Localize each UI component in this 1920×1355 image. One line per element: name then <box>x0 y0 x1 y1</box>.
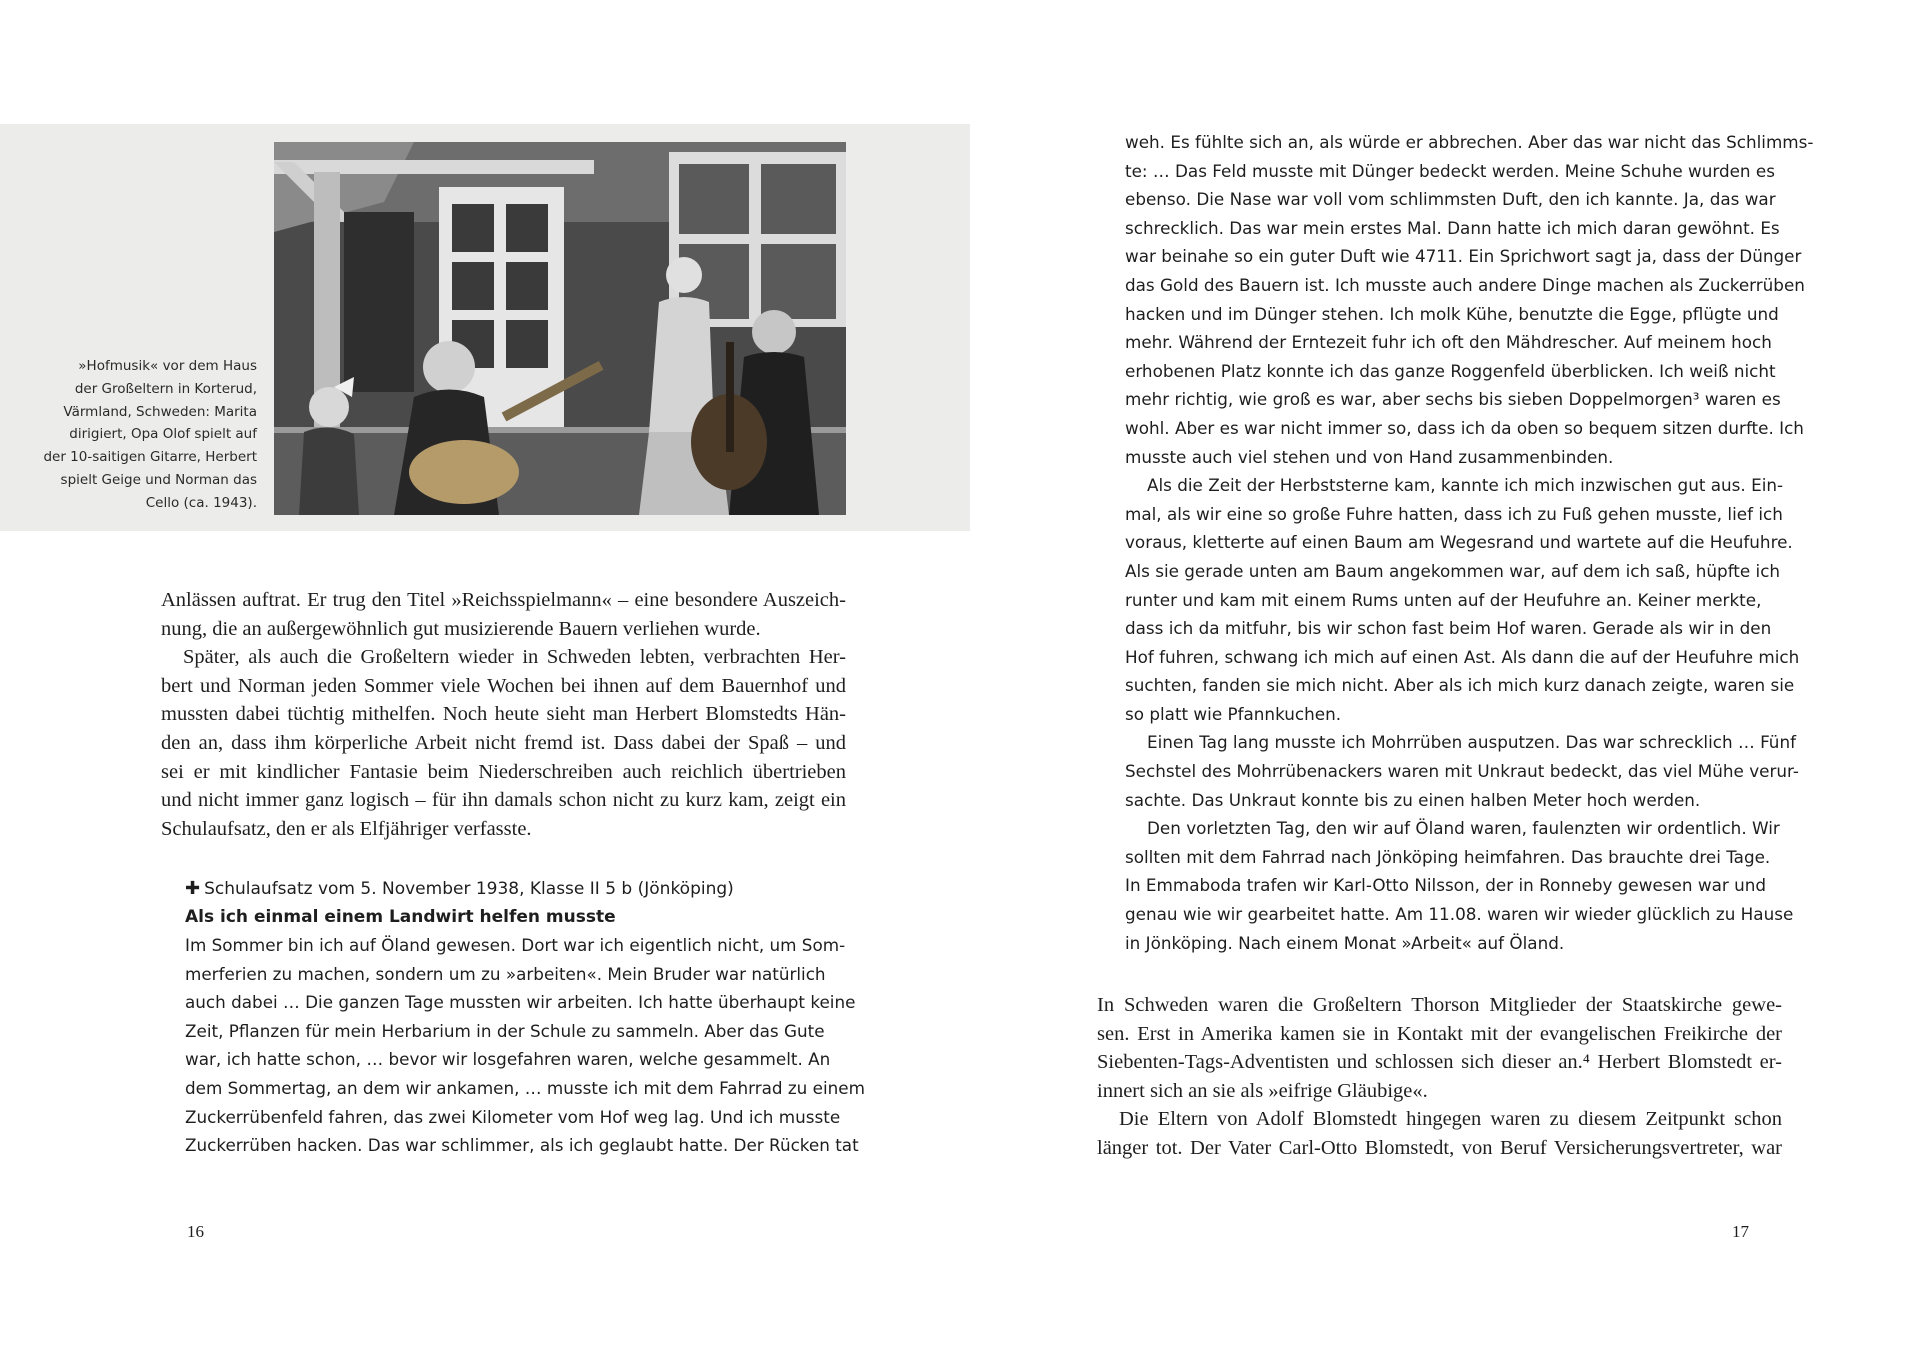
text-line: Im Sommer bin ich auf Öland gewesen. Dort war ich eigentlich nicht, um Som- <box>185 935 846 955</box>
essay-meta <box>185 875 817 903</box>
text-line: so platt wie Pfannkuchen. <box>1125 703 1342 724</box>
text-line: Einen Tag lang musste ich Mohrrüben ausputzen. Das war schrecklich … Fünf <box>1147 732 1796 753</box>
text-line: weh. Es fühlte sich an, als würde er abbrechen. Aber das war nicht das Schlimms- <box>1125 132 1814 152</box>
caption-line: Cello (ca. 1943). <box>145 494 257 511</box>
text-line: bert und Norman jeden Sommer viele Wochen bei ihnen auf dem Bauernhof und <box>161 674 846 697</box>
essay-continued-text <box>1125 128 1814 957</box>
text-line: Später, als auch die Großeltern wieder in Schweden lebten, verbrachten Her- <box>183 646 846 669</box>
right-page-body-text <box>1097 991 1782 1163</box>
text-line: in Jönköping. Nach einem Monat »Arbeit« auf Öland. <box>1125 932 1565 953</box>
text-line: Siebenten-Tags-Adventisten und schlossen sich dieser an.⁴ Herbert Blomstedt er- <box>1097 1051 1782 1074</box>
text-line: Hof fuhren, schwang ich mich auf einen Ast. Als dann die auf der Heufuhre mich <box>1125 646 1800 667</box>
text-line: genau wie wir gearbeitet hatte. Am 11.08. waren wir wieder glücklich zu Hause <box>1125 904 1794 925</box>
text-line: Zuckerrübenfeld fahren, das zwei Kilometer vom Hof weg lag. Und ich musste <box>185 1106 841 1127</box>
text-line: In Schweden waren die Großeltern Thorson Mitglieder der Staatskirche gewe- <box>1097 994 1782 1016</box>
caption-line: der 10-saitigen Gitarre, Herbert <box>43 449 257 466</box>
text-line: den an, dass ihm körperliche Arbeit nicht fremd ist. Dass dabei der Spaß – und <box>161 731 846 754</box>
text-line: innert sich an sie als »eifrige Gläubige«. <box>1097 1079 1428 1102</box>
text-line: sollten mit dem Fahrrad nach Jönköping heimfahren. Das brauchte drei Tage. <box>1125 846 1771 867</box>
text-line: Die Eltern von Adolf Blomstedt hingegen waren zu diesem Zeitpunkt schon <box>1119 1108 1782 1131</box>
text-line: mal, als wir eine so große Fuhre hatten, dass ich zu Fuß gehen musste, lief ich <box>1125 503 1783 524</box>
caption-line: »Hofmusik« vor dem Haus <box>78 358 257 374</box>
text-line: schrecklich. Das war mein erstes Mal. Dann hatte ich mich daran gewöhnt. Es <box>1125 217 1780 238</box>
text-line: dass ich da mitfuhr, bis wir schon fast beim Hof waren. Gerade als wir in den <box>1125 618 1772 639</box>
text-line: hacken und im Dünger stehen. Ich molk Kühe, benutzte die Egge, pflügte und <box>1125 303 1779 324</box>
text-line: mehr richtig, wie groß es war, aber sechs bis sieben Doppelmorgen³ waren es <box>1125 389 1781 410</box>
essay-meta-text: Schulaufsatz vom 5. November 1938, Klasse II 5 b (Jönköping) <box>204 879 734 899</box>
text-line: Zuckerrüben hacken. Das war schlimmer, als ich geglaubt hatte. Der Rücken tat <box>185 1135 859 1156</box>
text-line: voraus, kletterte auf einen Baum am Wegesrand und wartete auf die Heufuhre. <box>1125 532 1793 553</box>
essay-text <box>185 931 865 1160</box>
left-page-body-text <box>161 586 846 843</box>
text-line: sen. Erst in Amerika kamen sie in Kontakt mit der evangelischen Freikirche der <box>1097 1022 1782 1045</box>
text-line: merferien zu machen, sondern um zu »arbeiten«. Mein Bruder war natürlich <box>185 963 826 984</box>
text-line: länger tot. Der Vater Carl-Otto Blomstedt, von Beruf Versicherungsvertreter, war <box>1097 1136 1782 1159</box>
text-line: mehr. Während der Erntezeit fuhr ich oft den Mähdrescher. Auf meinem hoch <box>1125 332 1772 353</box>
text-line: war beinahe so ein guter Duft wie 4711. Ein Sprichwort sagt ja, dass der Dünger <box>1125 246 1802 267</box>
figure-caption <box>40 355 257 515</box>
school-essay <box>185 875 865 1160</box>
text-line: mussten dabei tüchtig mithelfen. Noch heute sieht man Herbert Blomstedts Hän- <box>161 703 846 726</box>
text-line: musste auch viel stehen und von Hand zusammenbinden. <box>1125 446 1614 467</box>
text-line: nung, die an außergewöhnlich gut musizierende Bauern verliehen wurde. <box>161 617 761 640</box>
page-number-right: 17 <box>1732 1222 1749 1241</box>
page-number-left: 16 <box>187 1222 204 1241</box>
text-line: Sechstel des Mohrrübenackers waren mit Unkraut bedeckt, das viel Mühe verur- <box>1125 761 1799 782</box>
caption-line: dirigiert, Opa Olof spielt auf <box>69 426 257 443</box>
text-line: Als die Zeit der Herbststerne kam, kannte ich mich inzwischen gut aus. Ein- <box>1147 475 1784 496</box>
text-line: te: … Das Feld musste mit Dünger bedeckt werden. Meine Schuhe wurden es <box>1125 160 1775 181</box>
text-line: dem Sommertag, an dem wir ankamen, … musste ich mit dem Fahrrad zu einem <box>185 1077 865 1098</box>
caption-line: Värmland, Schweden: Marita <box>63 403 257 420</box>
text-line: war, ich hatte schon, … bevor wir losgefahren waren, welche gesammelt. An <box>185 1049 831 1070</box>
cross-icon: ✚ <box>185 878 201 899</box>
caption-line: der Großeltern in Korterud, <box>74 380 257 397</box>
text-line: ebenso. Die Nase war voll vom schlimmsten Duft, den ich kannte. Ja, das war <box>1125 189 1776 210</box>
text-line: In Emmaboda trafen wir Karl-Otto Nilsson, der in Ronneby gewesen war und <box>1125 875 1767 896</box>
text-line: auch dabei … Die ganzen Tage mussten wir arbeiten. Ich hatte überhaupt keine <box>185 992 856 1013</box>
text-line: sachte. Das Unkraut konnte bis zu einen halben Meter hoch werden. <box>1125 789 1701 810</box>
text-line: wohl. Aber es war nicht immer so, dass ich da oben so bequem sitzen durfte. Ich <box>1125 417 1804 438</box>
text-line: erhobenen Platz konnte ich das ganze Roggenfeld überblicken. Ich weiß nicht <box>1125 360 1776 381</box>
text-line: das Gold des Bauern ist. Ich musste auch andere Dinge machen als Zuckerrüben <box>1125 274 1805 295</box>
text-line: Als sie gerade unten am Baum angekommen war, auf dem ich saß, hüpfte ich <box>1125 560 1781 581</box>
text-line: Schulaufsatz, den er als Elfjähriger verfasste. <box>161 817 532 840</box>
text-line: Zeit, Pflanzen für mein Herbarium in der Schule zu sammeln. Aber das Gute <box>185 1020 825 1041</box>
essay-title: Als ich einmal einem Landwirt helfen musste <box>185 907 616 927</box>
family-music-photo <box>274 142 846 515</box>
text-line: suchten, fanden sie mich nicht. Aber als ich mich kurz danach zeigte, waren sie <box>1125 675 1795 696</box>
text-line: Den vorletzten Tag, den wir auf Öland waren, faulenzten wir ordentlich. Wir <box>1147 818 1780 839</box>
caption-line: spielt Geige und Norman das <box>60 471 257 488</box>
text-line: runter und kam mit einem Rums unten auf der Heufuhre an. Keiner merkte, <box>1125 589 1762 610</box>
text-line: Anlässen auftrat. Er trug den Titel »Reichsspielmann« – eine besondere Auszeich- <box>161 589 846 611</box>
text-line: und nicht immer ganz logisch – für ihn damals schon nicht zu kurz kam, zeigt ein <box>161 789 846 812</box>
text-line: sei er mit kindlicher Fantasie beim Niederschreiben auch reichlich übertrieben <box>161 760 846 783</box>
